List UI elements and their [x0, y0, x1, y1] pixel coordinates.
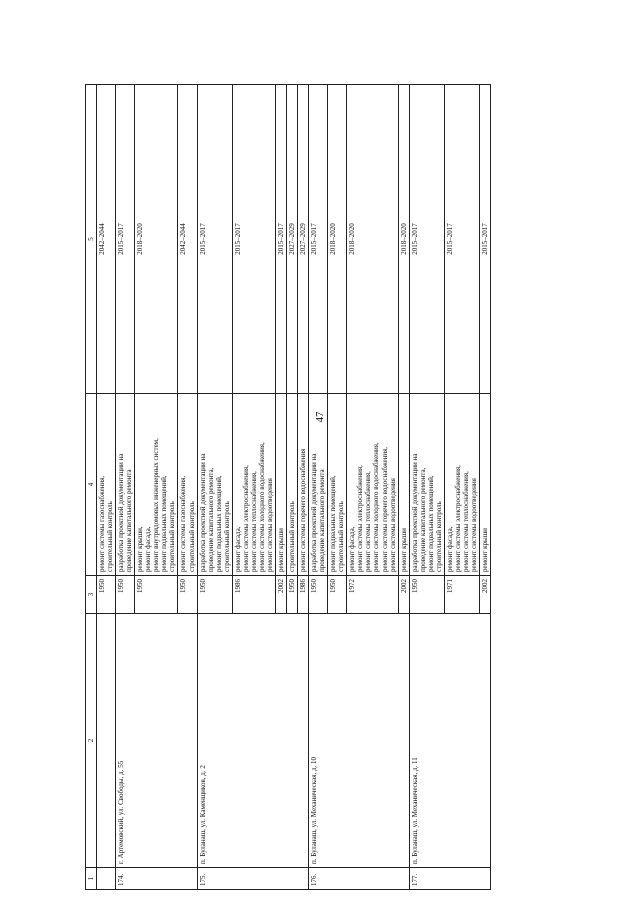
works-cell — [232, 394, 275, 576]
row-number: 177. — [409, 868, 490, 890]
building-address: п. Буланаш, ул. Механическая, д. 10 — [309, 614, 410, 868]
work-item: ремонт подвальных помещений, — [426, 475, 435, 572]
table-row — [409, 85, 444, 890]
period-cell: 2015–2017 — [444, 85, 479, 394]
year-cell: 1950 — [309, 576, 328, 614]
work-item: строительный контроль — [187, 501, 196, 572]
work-item: проведение капитального ремонта — [125, 469, 134, 572]
period-cell: 2027–2029 — [287, 85, 298, 394]
works-cell — [298, 394, 309, 576]
repair-schedule-table — [85, 84, 491, 890]
work-item: ремонт системы горячего водоснабжения — [299, 448, 308, 572]
work-item: строительный контроль — [337, 501, 346, 572]
work-item: ремонт системы электроснабжения, — [453, 465, 462, 572]
table-row — [116, 85, 135, 890]
work-item: строительный контроль — [222, 501, 231, 572]
header-row — [86, 85, 97, 890]
work-item: разработка проектной документации на — [198, 453, 207, 572]
period-cell: 2042–2044 — [178, 85, 197, 394]
period-cell: 2015–2017 — [232, 85, 275, 394]
work-item: разработка проектной документации на — [410, 453, 419, 572]
year-cell: 1950 — [328, 576, 347, 614]
work-item: проведение капитального ремонта, — [206, 467, 215, 572]
works-cell — [178, 394, 197, 576]
building-address — [97, 614, 116, 868]
row-number: 175. — [197, 868, 309, 890]
work-item: ремонт фасада, — [144, 526, 153, 572]
work-item: разработка проектной документации на — [310, 453, 319, 572]
period-cell: 2015–2017 — [275, 85, 286, 394]
header-col-1: 1 — [86, 868, 97, 890]
period-cell: 2027–2029 — [298, 85, 309, 394]
work-item: ремонт системы электроснабжения, — [356, 465, 365, 572]
works-cell — [197, 394, 232, 576]
table-body — [97, 85, 491, 890]
work-item: ремонт системы газоснабжения, — [98, 475, 107, 572]
period-cell: 2015–2017 — [409, 85, 444, 394]
work-item: ремонт крыши — [276, 528, 285, 572]
year-cell: 1950 — [197, 576, 232, 614]
work-item: ремонт подвальных помещений, — [329, 475, 338, 572]
work-item: ремонт крыши, — [136, 526, 145, 572]
works-cell — [275, 394, 286, 576]
work-item: ремонт внутридомовых инженерных систем, — [152, 438, 161, 572]
building-address: п. Буланаш, ул. Механическая, д. 11 — [409, 614, 490, 868]
period-cell: 2018–2020 — [328, 85, 347, 394]
work-item: ремонт подвальных помещений, — [214, 475, 223, 572]
rotated-sheet — [85, 85, 605, 890]
work-item: ремонт системы водоотведения — [265, 478, 274, 572]
year-cell: 1972 — [347, 576, 398, 614]
work-item: разработка проектной документации на — [117, 453, 126, 572]
year-cell: 1950 — [178, 576, 197, 614]
period-cell: 2015–2017 — [116, 85, 135, 394]
work-item: ремонт системы водоотведения — [469, 478, 478, 572]
works-cell — [480, 394, 491, 576]
work-item: ремонт системы электроснабжения, — [241, 465, 250, 572]
work-item: строительный контроль — [434, 501, 443, 572]
works-cell — [398, 394, 409, 576]
period-cell: 2018–2020 — [398, 85, 409, 394]
work-item: ремонт фасада, — [233, 526, 242, 572]
page-number: 47 — [314, 411, 326, 423]
year-cell: 1986 — [298, 576, 309, 614]
row-number: 174. — [116, 868, 197, 890]
work-item: ремонт крыши — [399, 528, 408, 572]
works-cell — [116, 394, 135, 576]
period-cell: 2015–2017 — [480, 85, 491, 394]
works-cell — [97, 394, 116, 576]
header-col-4: 4 — [86, 394, 97, 576]
year-cell: 1950 — [135, 576, 178, 614]
works-cell — [409, 394, 444, 576]
year-cell: 2002 — [398, 576, 409, 614]
period-cell: 2015–2017 — [197, 85, 232, 394]
work-item: ремонт фасада, — [348, 526, 357, 572]
work-item: строительный контроль — [288, 501, 297, 572]
year-cell: 2002 — [480, 576, 491, 614]
period-cell: 2015–2017 — [309, 85, 328, 394]
work-item: ремонт крыши — [481, 528, 490, 572]
building-address: г. Артемовский, ул. Свободы, д. 55 — [116, 614, 197, 868]
work-item: ремонт системы теплоснабжения, — [249, 471, 258, 572]
period-cell: 2018–2020 — [135, 85, 178, 394]
table-row — [309, 85, 328, 890]
works-cell — [309, 394, 328, 576]
work-item: проведение капитального ремонта — [318, 469, 327, 572]
work-item: ремонт системы теплоснабжения, — [461, 471, 470, 572]
year-cell: 2002 — [275, 576, 286, 614]
works-cell — [444, 394, 479, 576]
work-item: ремонт системы холодного водоснабжения, — [257, 442, 266, 572]
work-item: ремонт системы горячего водоснабжения, — [380, 446, 389, 572]
works-cell — [347, 394, 398, 576]
works-cell — [287, 394, 298, 576]
work-item: ремонт системы водоотведения — [388, 478, 397, 572]
table-row — [97, 85, 116, 890]
year-cell: 1950 — [116, 576, 135, 614]
row-number — [97, 868, 116, 890]
work-item: проведение капитального ремонта, — [418, 467, 427, 572]
period-cell: 2018–2020 — [347, 85, 398, 394]
header-col-3: 3 — [86, 576, 97, 614]
year-cell: 1950 — [97, 576, 116, 614]
year-cell: 1971 — [444, 576, 479, 614]
work-item: строительный контроль — [168, 501, 177, 572]
building-address: п. Буланаш, ул. Каменщиков, д. 2 — [197, 614, 309, 868]
work-item: строительный контроль — [106, 501, 115, 572]
works-cell — [135, 394, 178, 576]
year-cell: 1986 — [232, 576, 275, 614]
header-col-2: 2 — [86, 614, 97, 868]
work-item: ремонт подвальных помещений, — [160, 475, 169, 572]
work-item: ремонт системы газоснабжения, — [179, 475, 188, 572]
work-item: ремонт фасада, — [445, 526, 454, 572]
works-cell — [328, 394, 347, 576]
period-cell: 2042–2044 — [97, 85, 116, 394]
year-cell: 1950 — [409, 576, 444, 614]
work-item: ремонт системы холодного водоснабжения, — [372, 442, 381, 572]
header-col-5: 5 — [86, 85, 97, 394]
year-cell: 1950 — [287, 576, 298, 614]
table-row — [197, 85, 232, 890]
row-number: 176. — [309, 868, 410, 890]
work-item: ремонт системы теплоснабжения, — [364, 471, 373, 572]
